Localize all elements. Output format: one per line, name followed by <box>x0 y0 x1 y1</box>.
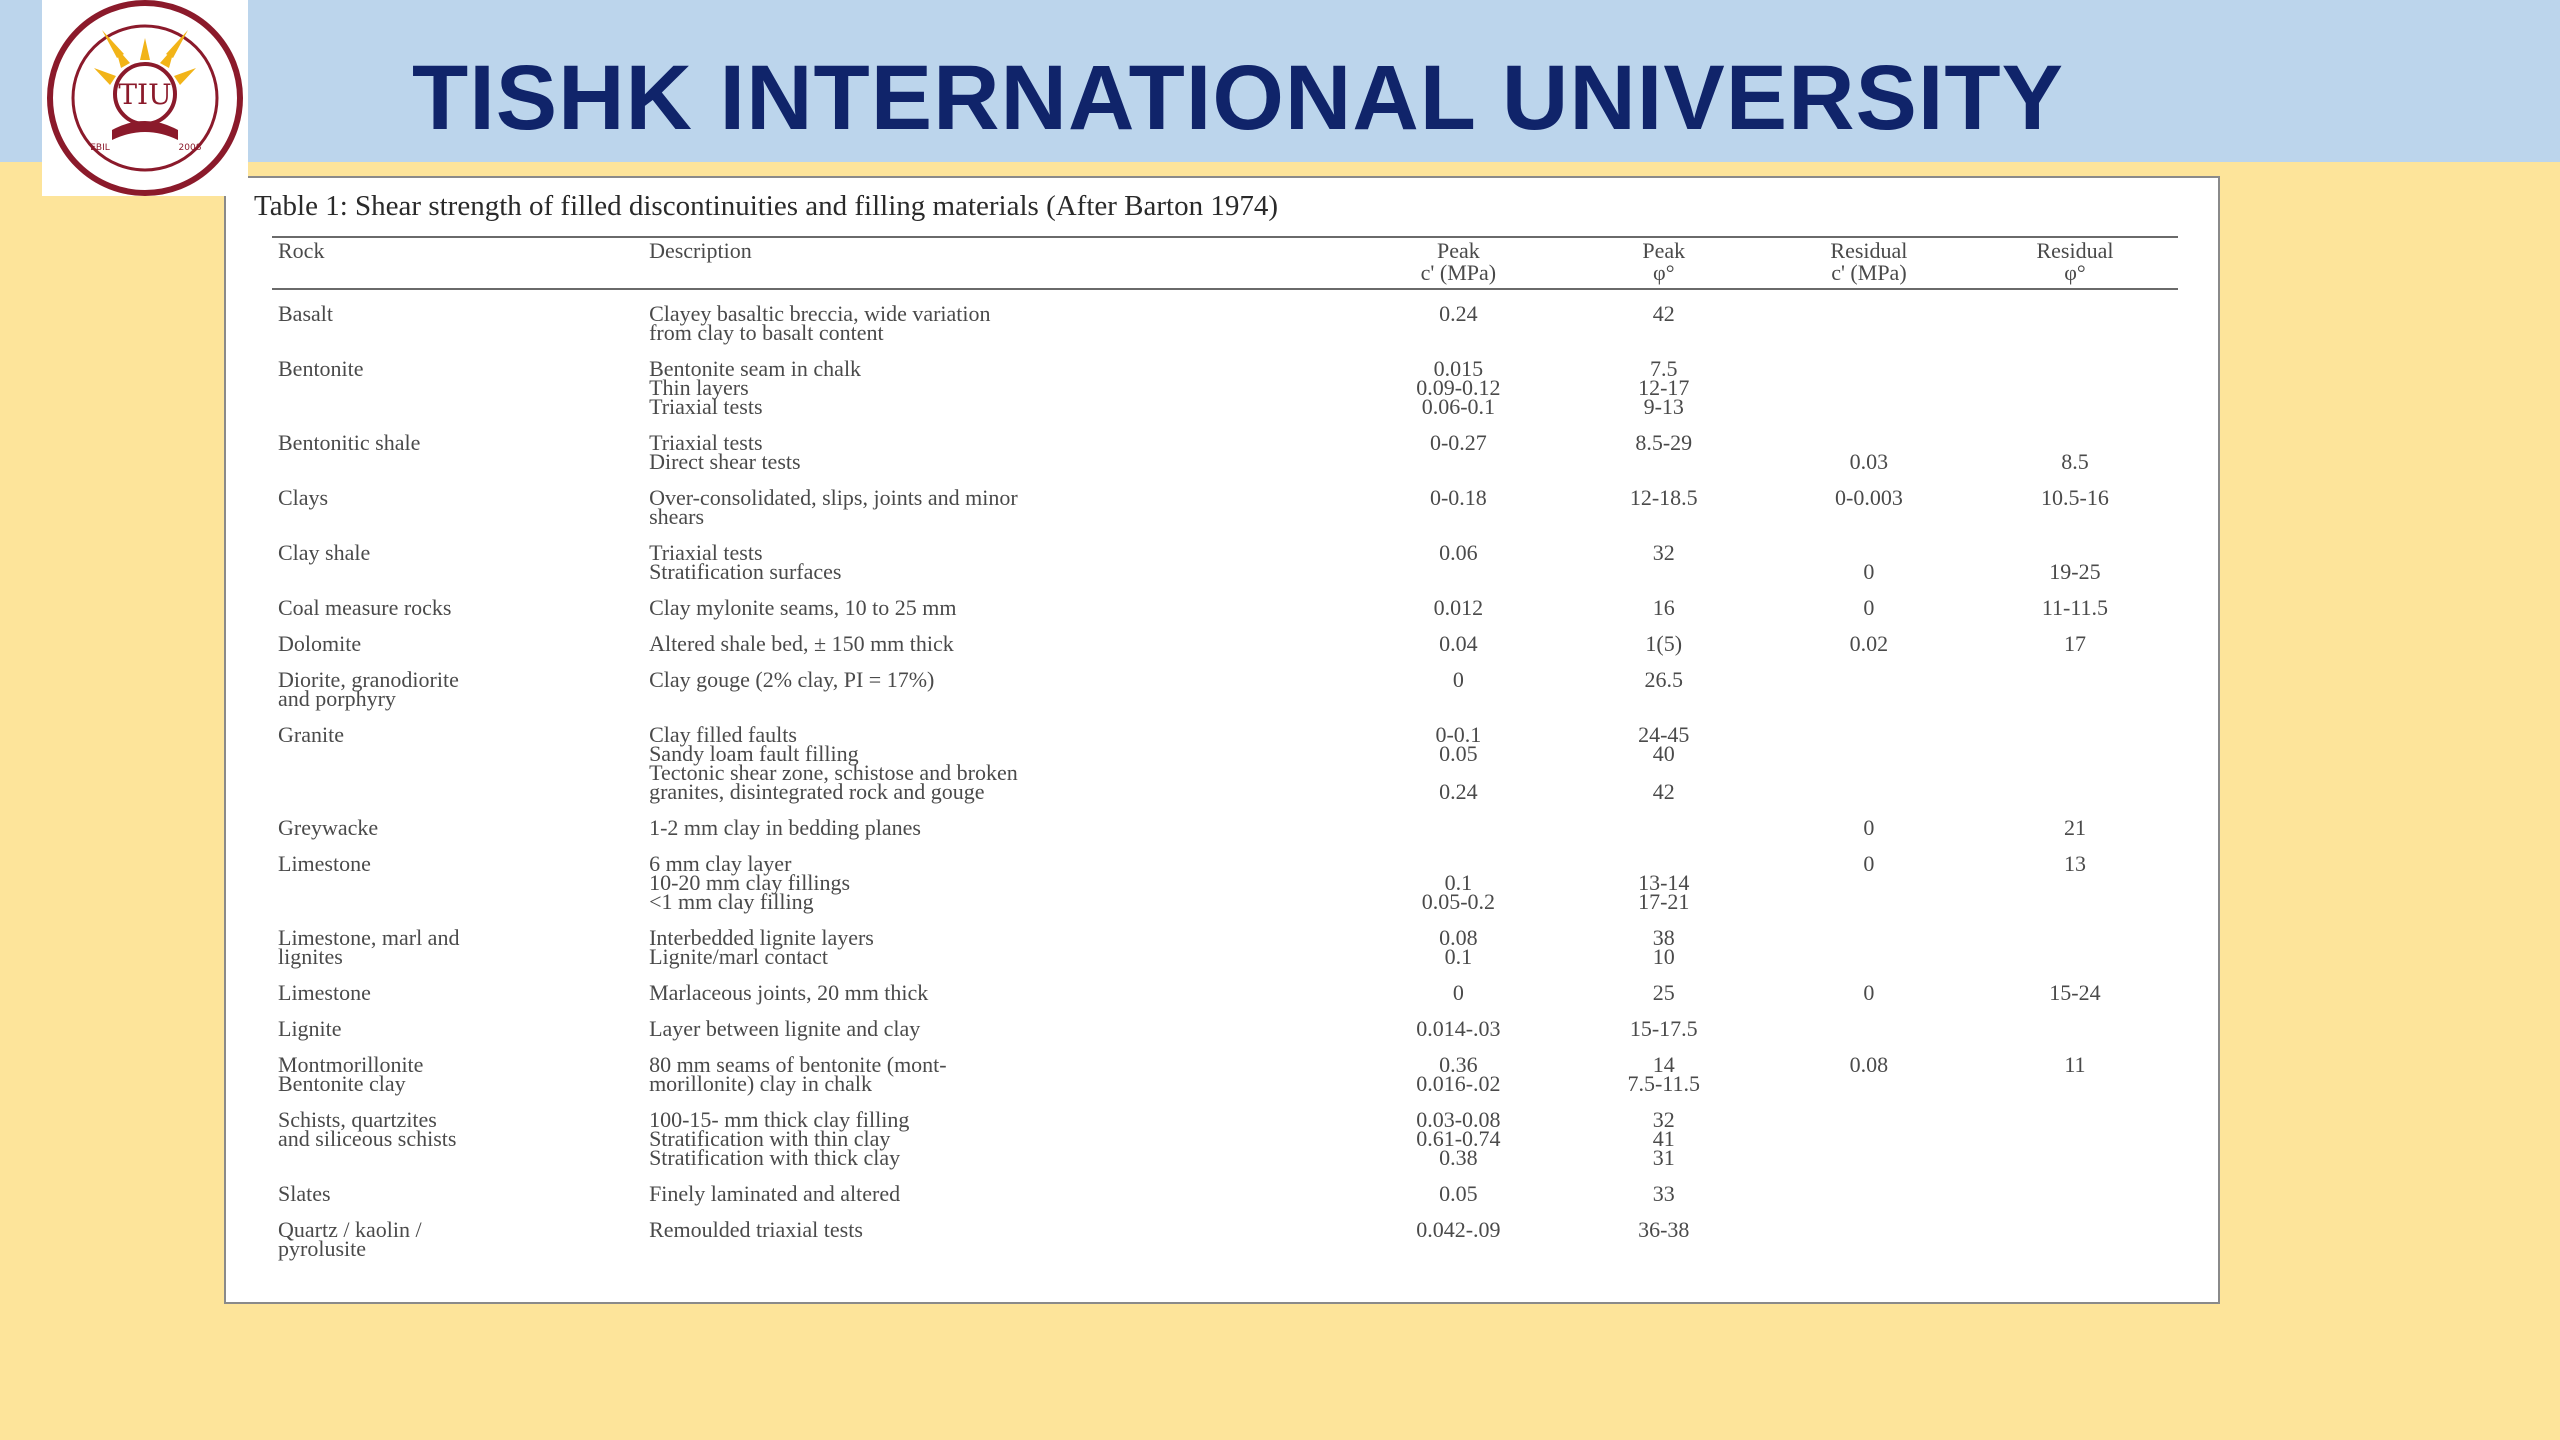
cell-peak-phi: 16 <box>1652 595 1675 620</box>
cell-rock: Bentonitic shale <box>278 430 421 455</box>
cell-peak-phi: 25 <box>1652 980 1675 1005</box>
cell-residual-phi: 15-24 <box>2049 980 2101 1005</box>
cell-residual-c <box>1766 1167 1972 1203</box>
table-row <box>272 1038 2178 1093</box>
cell-peak-c: 0-0.27 <box>1429 430 1487 455</box>
cell-rock: Diorite, granodiorite and porphyry <box>278 667 459 711</box>
cell-residual-phi <box>1972 1093 2178 1167</box>
table-row <box>272 1203 2178 1258</box>
cell-rock: Quartz / kaolin / pyrolusite <box>278 1217 422 1261</box>
cell-peak-c: 0.015 0.09-0.12 0.06-0.1 <box>1416 356 1501 419</box>
cell-residual-c: 0 <box>1863 595 1875 620</box>
cell-rock: Clay shale <box>278 540 371 565</box>
cell-peak-phi: 13-14 17-21 <box>1638 870 1690 914</box>
cell-peak-c: 0.042-.09 <box>1416 1217 1501 1242</box>
header-peak-c: Peak c' (MPa) <box>1355 237 1561 289</box>
cell-peak-phi: 33 <box>1652 1181 1675 1206</box>
cell-peak-phi: 42 <box>1652 301 1675 326</box>
cell-rock: Bentonite <box>278 356 364 381</box>
cell-description: Bentonite seam in chalk Thin layers Triaxial tests <box>649 356 862 419</box>
header-residual-phi: Residual φ° <box>1972 237 2178 289</box>
cell-residual-phi <box>1972 289 2178 342</box>
cell-residual-phi: 19-25 <box>2049 559 2101 584</box>
cell-residual-phi <box>1972 911 2178 966</box>
cell-rock: Schists, quartzites and siliceous schists <box>278 1107 457 1151</box>
cell-residual-c <box>1766 289 1972 342</box>
table-row <box>272 471 2178 526</box>
cell-residual-c <box>1766 911 1972 966</box>
cell-peak-phi: 32 41 31 <box>1652 1107 1675 1170</box>
table-row <box>272 289 2178 342</box>
cell-peak-phi: 12-18.5 <box>1629 485 1698 510</box>
cell-peak-c: 0.36 0.016-.02 <box>1416 1052 1501 1096</box>
tiu-logo-icon <box>42 0 248 196</box>
cell-peak-c: 0.06 <box>1439 540 1478 565</box>
table-row <box>272 526 2178 581</box>
cell-residual-phi <box>1972 1167 2178 1203</box>
cell-description: Clay mylonite seams, 10 to 25 mm <box>649 595 957 620</box>
cell-rock: Granite <box>278 722 344 747</box>
cell-peak-c: 0-0.18 <box>1429 485 1487 510</box>
cell-rock: Lignite <box>278 1016 342 1041</box>
cell-peak-c: 0.012 <box>1433 595 1484 620</box>
cell-peak-phi: 36-38 <box>1638 1217 1690 1242</box>
table-row <box>272 837 2178 911</box>
cell-description: Finely laminated and altered <box>649 1181 901 1206</box>
cell-residual-c <box>1766 708 1972 801</box>
table-row <box>272 617 2178 653</box>
cell-residual-c <box>1766 653 1972 708</box>
cell-peak-phi: 7.5 12-17 9-13 <box>1638 356 1690 419</box>
cell-description: Triaxial tests Stratification surfaces <box>649 540 842 584</box>
cell-residual-c <box>1766 1093 1972 1167</box>
cell-rock: Limestone, marl and lignites <box>278 925 460 969</box>
cell-residual-c <box>1766 342 1972 416</box>
header-rock: Rock <box>272 237 643 289</box>
cell-peak-phi: 32 <box>1652 540 1675 565</box>
cell-residual-phi: 11 <box>2064 1052 2086 1077</box>
table-row <box>272 342 2178 416</box>
cell-peak-phi: 1(5) <box>1645 631 1683 656</box>
cell-residual-phi <box>1972 653 2178 708</box>
cell-residual-c: 0 <box>1863 851 1875 876</box>
cell-residual-phi: 21 <box>2063 815 2086 840</box>
header-peak-phi: Peak φ° <box>1562 237 1766 289</box>
cell-rock: Montmorillonite Bentonite clay <box>278 1052 424 1096</box>
cell-peak-phi: 14 7.5-11.5 <box>1627 1052 1700 1096</box>
header-description: Description <box>643 237 1355 289</box>
cell-rock: Basalt <box>278 301 333 326</box>
cell-description: Over-consolidated, slips, joints and minor shears <box>649 485 1018 529</box>
table-row <box>272 801 2178 837</box>
cell-peak-c: 0.08 0.1 <box>1439 925 1478 969</box>
cell-description: 80 mm seams of bentonite (mont- morillonite) clay in chalk <box>649 1052 947 1096</box>
cell-residual-c: 0.08 <box>1849 1052 1889 1077</box>
cell-description: Marlaceous joints, 20 mm thick <box>649 980 929 1005</box>
cell-peak-c: 0 <box>1452 667 1464 692</box>
cell-peak-c: 0.05 <box>1439 1181 1478 1206</box>
cell-peak-c: 0.1 0.05-0.2 <box>1421 870 1496 914</box>
cell-residual-c: 0 <box>1863 815 1875 840</box>
cell-peak-c: 0.24 <box>1439 301 1478 326</box>
table-card <box>224 176 2220 1304</box>
cell-rock: Greywacke <box>278 815 379 840</box>
cell-peak-phi: 15-17.5 <box>1629 1016 1698 1041</box>
cell-peak-c <box>1355 801 1561 837</box>
cell-residual-phi: 8.5 <box>2061 449 2089 474</box>
cell-residual-c: 0 <box>1863 980 1875 1005</box>
shear-strength-table <box>272 236 2178 1261</box>
cell-residual-phi: 10.5-16 <box>2041 485 2109 510</box>
table-row <box>272 416 2178 471</box>
cell-description: Triaxial tests Direct shear tests <box>649 430 801 474</box>
cell-residual-c: 0.02 <box>1849 631 1889 656</box>
table-header-row <box>272 237 2178 289</box>
table-row <box>272 1093 2178 1167</box>
cell-description: Clay filled faults Sandy loam fault filling Tectonic shear zone, schistose and broken granites, disintegrated rock and gouge <box>649 722 1018 804</box>
cell-rock: Dolomite <box>278 631 362 656</box>
cell-residual-phi: 13 <box>2063 851 2086 876</box>
cell-description: Layer between lignite and clay <box>649 1016 921 1041</box>
cell-peak-phi: 38 10 <box>1652 925 1675 969</box>
cell-residual-phi <box>1972 708 2178 801</box>
cell-peak-c: 0.03-0.08 0.61-0.74 0.38 <box>1416 1107 1501 1170</box>
cell-description: Altered shale bed, ± 150 mm thick <box>649 631 954 656</box>
cell-peak-phi: 26.5 <box>1644 667 1683 692</box>
cell-residual-c: 0.03 <box>1849 449 1889 474</box>
cell-residual-c <box>1766 1203 1972 1258</box>
cell-peak-c: 0 <box>1452 980 1464 1005</box>
table-caption: Table 1: Shear strength of filled discontinuities and filling materials (After Barton 1974) <box>254 190 1278 222</box>
table-row <box>272 1002 2178 1038</box>
cell-peak-phi: 24-45 40 42 <box>1638 722 1690 804</box>
logo-year-left: EBIL <box>90 143 110 153</box>
cell-residual-phi <box>1972 1002 2178 1038</box>
cell-rock: Slates <box>278 1181 331 1206</box>
cell-residual-phi: 17 <box>2063 631 2086 656</box>
table-row <box>272 1167 2178 1203</box>
university-title: TISHK INTERNATIONAL UNIVERSITY <box>412 47 2064 149</box>
cell-peak-phi: 8.5-29 <box>1635 430 1693 455</box>
cell-peak-c: 0.014-.03 <box>1416 1016 1501 1041</box>
cell-peak-c: 0.04 <box>1439 631 1478 656</box>
cell-residual-c <box>1766 1002 1972 1038</box>
cell-peak-c: 0-0.1 0.05 0.24 <box>1435 722 1482 804</box>
university-logo <box>42 0 248 196</box>
cell-description: Clayey basaltic breccia, wide variation from clay to basalt content <box>649 301 991 345</box>
cell-residual-phi <box>1972 342 2178 416</box>
cell-description: Clay gouge (2% clay, PI = 17%) <box>649 667 935 692</box>
table-row <box>272 581 2178 617</box>
cell-residual-phi: 11-11.5 <box>2041 595 2109 620</box>
cell-description: 1-2 mm clay in bedding planes <box>649 815 921 840</box>
table-row <box>272 708 2178 801</box>
cell-rock: Limestone <box>278 851 371 876</box>
table-row <box>272 653 2178 708</box>
cell-description: Remoulded triaxial tests <box>649 1217 863 1242</box>
table-row <box>272 911 2178 966</box>
cell-rock: Clays <box>278 485 329 510</box>
cell-rock: Coal measure rocks <box>278 595 452 620</box>
cell-description: 100-15- mm thick clay filling Stratification with thin clay Stratification with thick clay <box>649 1107 910 1170</box>
table-row <box>272 966 2178 1002</box>
logo-monogram: TIU <box>118 78 172 111</box>
cell-description: 6 mm clay layer 10-20 mm clay fillings <1 mm clay filling <box>649 851 851 914</box>
header-residual-c: Residual c' (MPa) <box>1766 237 1972 289</box>
cell-residual-c: 0-0.003 <box>1835 485 1903 510</box>
cell-residual-phi <box>1972 1203 2178 1258</box>
logo-year-right: 2008 <box>178 143 202 153</box>
cell-rock: Limestone <box>278 980 371 1005</box>
cell-residual-c: 0 <box>1863 559 1875 584</box>
cell-peak-phi <box>1562 801 1766 837</box>
cell-description: Interbedded lignite layers Lignite/marl contact <box>649 925 874 969</box>
